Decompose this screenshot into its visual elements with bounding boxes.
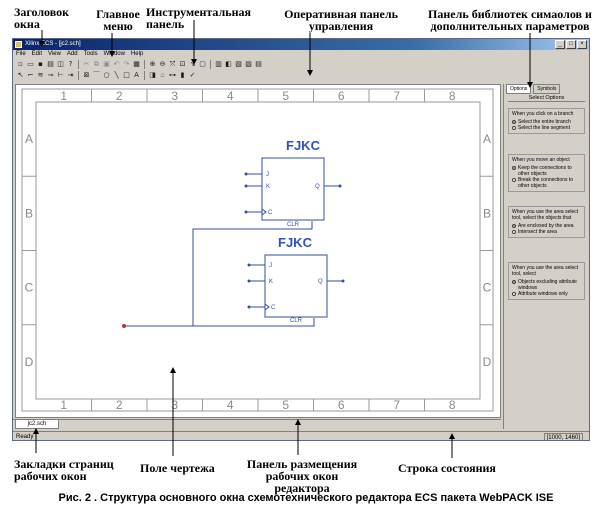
marker-icon[interactable]: ▮ [180, 71, 185, 79]
option-label: Select the entire branch [518, 119, 571, 125]
zone-column-label: 7 [393, 398, 401, 412]
annotation-status-line: Строка состояния [398, 461, 496, 475]
open-icon[interactable]: ▭ [27, 60, 34, 68]
cut-icon[interactable]: ✂ [83, 60, 90, 68]
panel-icon[interactable]: ▤ [255, 60, 262, 68]
check-icon[interactable]: ✓ [189, 71, 196, 79]
pin-j: J [266, 172, 269, 178]
zone-column-label: 1 [60, 89, 68, 103]
pin-k: K [269, 279, 274, 285]
zoom-select-icon[interactable]: ⊡ [179, 60, 186, 68]
net-name-icon[interactable]: ⊸ [47, 71, 54, 79]
zone-column-label: 5 [282, 89, 290, 103]
status-ready: Ready [16, 434, 34, 440]
option-label: Are enclosed by the area [518, 223, 574, 229]
arrange-icon[interactable]: ▧ [235, 60, 242, 68]
bus-icon[interactable]: ≋ [37, 71, 44, 79]
annotation-main-menu: Главное меню [96, 7, 140, 33]
zone-row-label: C [24, 280, 34, 295]
option-question: When you use the area select tool, select [512, 265, 579, 277]
undo-icon[interactable]: ↶ [113, 60, 120, 68]
zone-row-label: B [482, 206, 492, 221]
copy-icon[interactable]: ⧉ [94, 60, 99, 68]
new-icon[interactable]: ▫ [18, 60, 23, 68]
document-tab[interactable]: jc2.sch [15, 420, 59, 429]
zone-column-label: 8 [448, 398, 456, 412]
print-icon[interactable]: ▤ [47, 60, 54, 68]
close-button[interactable]: × [577, 40, 587, 49]
push-icon[interactable]: ↘ [189, 60, 196, 68]
library-icon[interactable]: ▦ [133, 60, 140, 68]
window-title: Xilinx ECS - [jc2.sch] [25, 41, 81, 47]
tile-icon[interactable]: ▥ [215, 60, 222, 68]
menu-file[interactable]: File [16, 51, 26, 57]
pin-clr: CLR [289, 318, 303, 324]
zone-column-label: 3 [171, 398, 179, 412]
tab-options[interactable]: Options [506, 84, 531, 94]
zoom-full-icon[interactable]: ⤧ [169, 60, 176, 68]
wire-icon[interactable]: ⌐ [27, 71, 34, 79]
zone-row-label: A [482, 132, 492, 147]
zone-row-label: B [24, 206, 34, 221]
save-icon[interactable]: ▪ [38, 60, 43, 68]
select-icon[interactable]: ↖ [17, 71, 24, 79]
options-header: Select Options [508, 94, 585, 102]
symbol-name: FJKC [278, 235, 312, 250]
pin-q: Q [318, 279, 323, 285]
pin-clr: CLR [286, 222, 300, 228]
rectangle-icon[interactable]: □ [123, 71, 130, 79]
pin-j: J [269, 263, 272, 269]
tab-symbols[interactable]: Symbols [533, 84, 560, 94]
annotation-tab-panel: Панель размещения рабочих окон редактора [246, 457, 358, 495]
figure-caption: Рис. 2 . Структура основного окна схемотехнического редактора ECS пакета WebPACK ISE [58, 492, 554, 504]
option-label: Objects excluding attribute windows [518, 279, 577, 291]
menu-window[interactable]: Window [103, 51, 125, 57]
option-label: Select the line segment [518, 125, 570, 131]
pin-icon[interactable]: ⊶ [169, 71, 176, 79]
symbol-icon[interactable]: ⊠ [83, 71, 90, 79]
annotation-title-bar: Заголовок окна [14, 5, 70, 31]
annotation-operative-panel: Оперативная панель управления [284, 7, 398, 33]
rename-icon[interactable]: ⌂ [160, 71, 165, 79]
zone-row-label: C [482, 280, 492, 295]
option-label: Break the connections to other objects [518, 177, 574, 189]
menu-edit[interactable]: Edit [31, 51, 43, 57]
menu-add[interactable]: Add [66, 51, 78, 57]
zone-column-label: 5 [282, 398, 290, 412]
zone-row-label: D [24, 354, 34, 369]
annotation-symbol-panel: Панель библиотек симаолов и дополнительных параметров [428, 7, 592, 33]
bus-tap-icon[interactable]: ⊢ [57, 71, 64, 79]
zone-column-label: 6 [337, 89, 345, 103]
zone-column-label: 4 [226, 398, 234, 412]
zone-column-label: 8 [448, 89, 456, 103]
annotation-drawing-field: Поле чертежа [140, 461, 215, 475]
zone-column-label: 2 [115, 89, 123, 103]
annotation-toolbar: Инструментальная панель [146, 5, 252, 31]
zone-column-label: 6 [337, 398, 345, 412]
line-icon[interactable]: ╲ [114, 71, 119, 79]
zoom-out-icon[interactable]: ⊖ [159, 60, 166, 68]
pin-c: C [271, 305, 276, 311]
zone-column-label: 4 [226, 89, 234, 103]
menu-tools[interactable]: Tools [83, 51, 98, 57]
zone-column-label: 3 [171, 89, 179, 103]
annotation-page-tabs: Закладки страниц рабочих окон [14, 457, 114, 483]
status-coords: [1000, 1460] [544, 433, 583, 441]
circle-icon[interactable]: ○ [103, 71, 110, 79]
option-question: When you move an object [512, 157, 570, 163]
help-icon[interactable]: ? [68, 60, 73, 68]
zone-column-label: 7 [393, 89, 401, 103]
text-icon[interactable]: A [134, 71, 139, 79]
window-icon[interactable]: ▢ [199, 60, 206, 68]
pin-c: C [268, 210, 273, 216]
pin-k: K [266, 184, 271, 190]
menu-help[interactable]: Help [130, 51, 144, 57]
attribute-icon[interactable]: ◨ [149, 71, 156, 79]
split-icon[interactable]: ▨ [245, 60, 252, 68]
minimize-button[interactable]: _ [555, 40, 565, 49]
paste-icon[interactable]: ▣ [103, 60, 110, 68]
arc-icon[interactable]: ⌒ [93, 71, 100, 79]
redo-icon[interactable]: ↷ [123, 60, 130, 68]
option-label: Keep the connections to other objects [518, 165, 572, 177]
zoom-in-icon[interactable]: ⊕ [149, 60, 156, 68]
cascade-icon[interactable]: ◧ [225, 60, 232, 68]
preview-icon[interactable]: ◫ [57, 60, 64, 68]
option-label: Attribute windows only [518, 291, 568, 297]
zone-row-label: D [482, 354, 492, 369]
option-question: When you click on a branch [512, 111, 574, 117]
symbol-name: FJKC [286, 138, 320, 153]
option-question: When you use the area select tool, select the objects that [512, 209, 579, 221]
zone-column-label: 1 [60, 398, 68, 412]
zone-row-label: A [24, 132, 34, 147]
zone-column-label: 2 [115, 398, 123, 412]
pin-q: Q [315, 184, 320, 190]
option-label: Intersect the area [518, 229, 557, 235]
io-marker-icon[interactable]: ⇥ [67, 71, 74, 79]
maximize-button[interactable]: □ [566, 40, 576, 49]
menu-view[interactable]: View [48, 51, 61, 57]
